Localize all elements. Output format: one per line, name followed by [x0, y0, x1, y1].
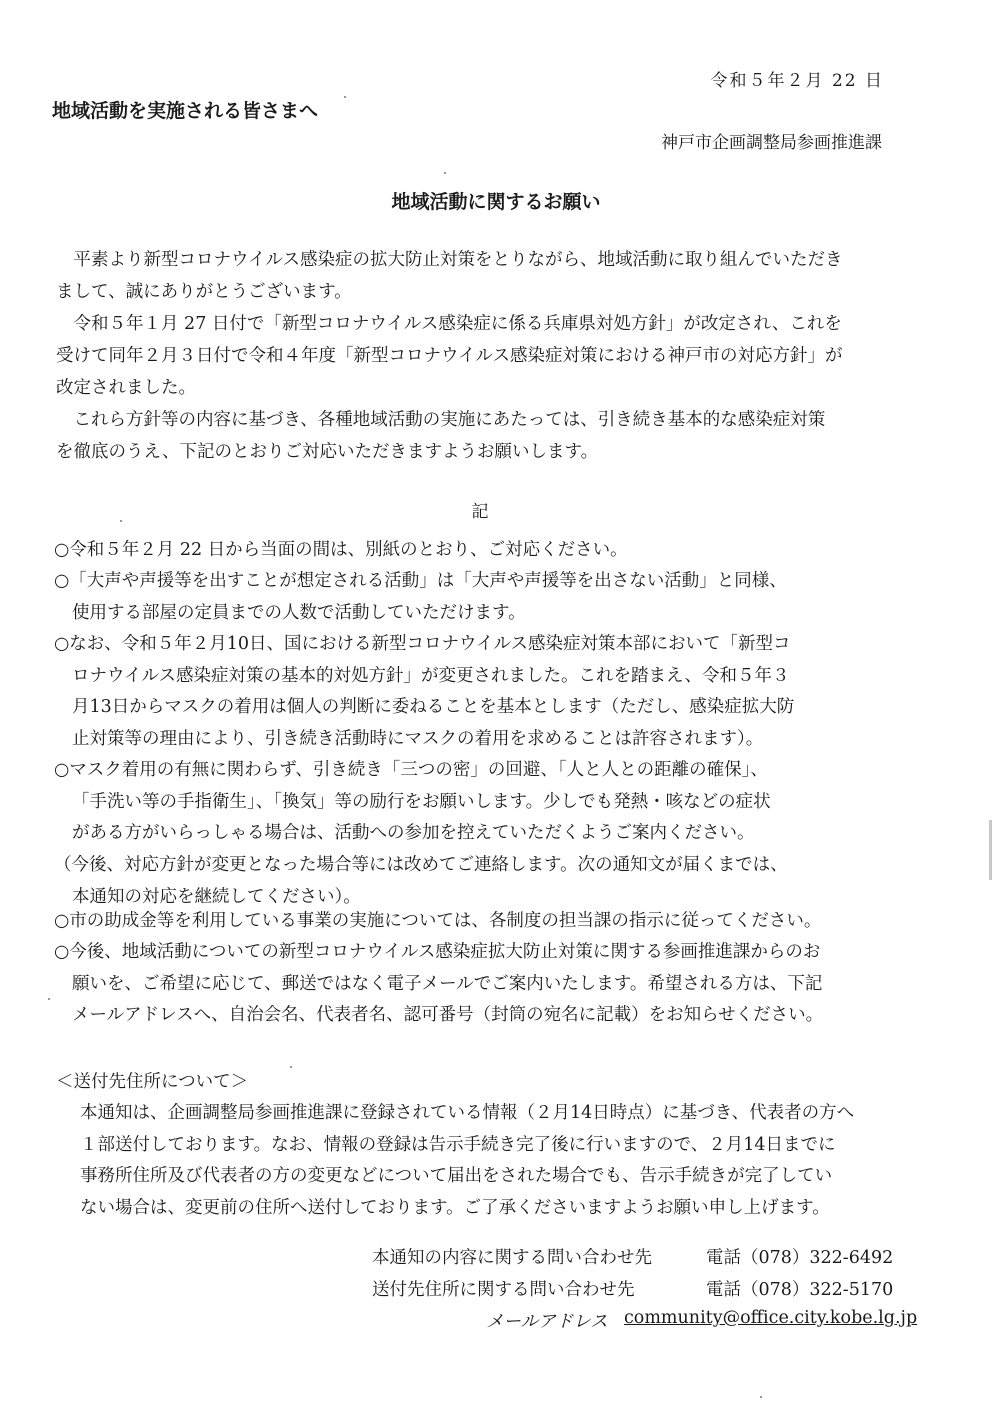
address-section-heading: ＜送付先住所について＞ — [56, 1072, 249, 1092]
list-item-line: ○マスク着用の有無に関わらず、引き続き「三つの密」の回避、「人と人との距離の確保」、 — [54, 760, 768, 780]
list-item-line: 願いを、ご希望に応じて、郵送ではなく電子メールでご案内いたします。希望される方は、下記 — [72, 973, 823, 994]
list-item-line: ○なお、令和５年２月10日、国における新型コロナウイルス感染症対策本部において「新型コ — [54, 634, 791, 654]
contact-label: 送付先住所に関する問い合わせ先 — [372, 1280, 635, 1300]
contact-phone: 電話（078）322-5170 — [706, 1280, 894, 1300]
list-item — [54, 850, 904, 913]
intro-line: 改定されました。 — [56, 378, 196, 398]
list-item — [54, 937, 904, 1032]
list-item — [54, 566, 904, 629]
scan-speck — [444, 172, 446, 174]
scan-speck — [290, 1066, 292, 1068]
intro-line: これら方針等の内容に基づき、各種地域活動の実施にあたっては、引き続き基本的な感染症対策 — [56, 410, 826, 430]
list-item-line: ○今後、地域活動についての新型コロナウイルス感染症拡大防止対策に関する参画推進課からのお — [54, 942, 821, 962]
intro-line: を徹底のうえ、下記のとおりご対応いただきますようお願いします。 — [56, 442, 599, 462]
list-item-line: 本通知の対応を継続してください）。 — [72, 886, 361, 907]
list-item-line: がある方がいらっしゃる場合は、活動への参加を控えていただくようご案内ください。 — [72, 823, 755, 843]
list-item-line: 「手洗い等の手指衛生」、「換気」等の励行をお願いします。少しでも発熱・咳などの症状 — [72, 791, 771, 812]
contact-phone: 電話（078）322-6492 — [706, 1248, 894, 1268]
list-item-line: ○市の助成金等を利用している事業の実施については、各制度の担当課の指示に従ってください。 — [54, 911, 822, 931]
document-date: 令和５年２月 22 日 — [710, 71, 884, 91]
address-section-line: 事務所住所及び代表者の方の変更などについて届出をされた場合でも、告示手続きが完了してい — [80, 1166, 833, 1186]
scan-speck — [120, 520, 122, 522]
intro-line: 平素より新型コロナウイルス感染症の拡大防止対策をとりながら、地域活動に取り組んでいただき — [56, 250, 843, 270]
addressee: 地域活動を実施される皆さまへ — [52, 100, 319, 122]
ki-heading: 記 — [471, 502, 489, 522]
sender-department: 神戸市企画調整局参画推進課 — [661, 133, 882, 153]
scan-speck — [344, 96, 346, 98]
email-label: メールアドレス — [486, 1312, 608, 1332]
list-item-line: ○「大声や声援等を出すことが想定される活動」は「大声や声援等を出さない活動」と同様、 — [54, 571, 787, 591]
intro-paragraphs — [56, 244, 892, 468]
scan-speck — [760, 1396, 762, 1398]
list-item-line: 月13日からマスクの着用は個人の判断に委ねることを基本とします（ただし、感染症拡大防 — [72, 697, 795, 717]
intro-line: 令和５年１月 27 日付で「新型コロナウイルス感染症に係る兵庫県対処方針」が改定され、これを — [56, 314, 842, 334]
list-item-line: 使用する部屋の定員までの人数で活動していただけます。 — [72, 602, 526, 623]
list-item — [54, 629, 904, 755]
address-section-line: ない場合は、変更前の住所へ送付しております。ご了承くださいますようお願い申し上げます。 — [80, 1197, 830, 1218]
list-item-line: ○令和５年２月 22 日から当面の間は、別紙のとおり、ご対応ください。 — [54, 540, 628, 560]
contact-label: 本通知の内容に関する問い合わせ先 — [372, 1248, 652, 1268]
list-item — [54, 535, 904, 567]
address-section-line: １部送付しております。なお、情報の登録は告示手続き完了後に行いますので、２月14日までに — [80, 1134, 836, 1155]
list-item — [54, 755, 904, 850]
list-item-line: ロナウイルス感染症対策の基本的対処方針」が変更されました。これを踏まえ、令和５年３ — [72, 665, 790, 686]
list-item-line: メールアドレスへ、自治会名、代表者名、認可番号（封筒の宛名に記載）をお知らせください。 — [72, 1005, 824, 1025]
list-item-line: 止対策等の理由により、引き続き活動時にマスクの着用を求めることは許容されます）。 — [72, 728, 764, 749]
list-item — [54, 906, 904, 938]
email-address: community@office.city.kobe.lg.jp — [624, 1308, 918, 1328]
intro-line: まして、誠にありがとうございます。 — [56, 282, 352, 302]
scan-speck — [48, 998, 50, 1000]
intro-line: 受けて同年２月３日付で令和４年度「新型コロナウイルス感染症対策における神戸市の対応方針」が — [56, 346, 843, 366]
address-section-body — [80, 1098, 930, 1224]
document-title: 地域活動に関するお願い — [391, 191, 601, 213]
list-item-line: （今後、対応方針が変更となった場合等には改めてご連絡します。次の通知文が届くまでは、 — [54, 855, 788, 875]
address-section-line: 本通知は、企画調整局参画推進課に登録されている情報（２月14日時点）に基づき、代表者の方へ — [80, 1103, 855, 1123]
